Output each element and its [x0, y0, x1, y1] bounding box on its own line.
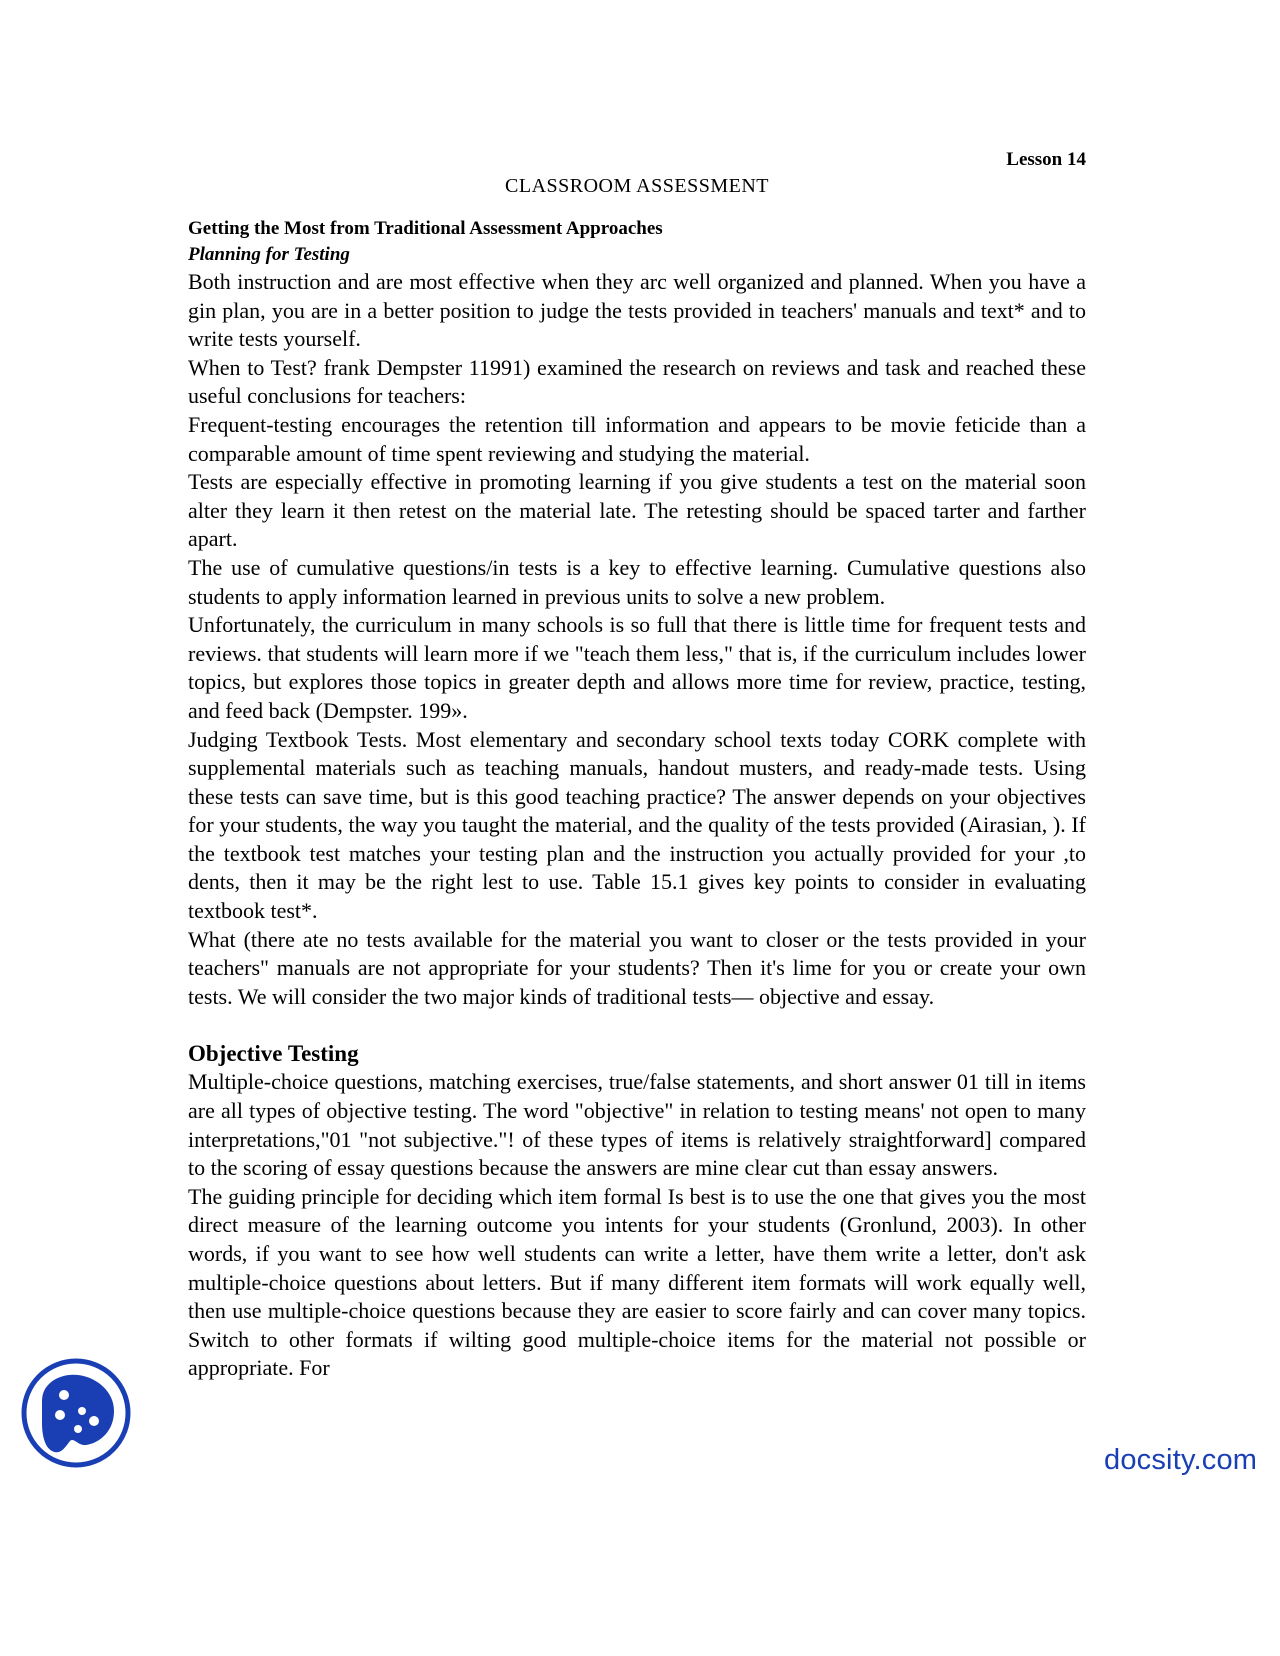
section-heading-objective-testing: Objective Testing: [188, 1041, 359, 1067]
document-title: CLASSROOM ASSESSMENT: [505, 175, 769, 197]
section-heading: Getting the Most from Traditional Assessment Approaches: [188, 218, 663, 239]
lesson-number: Lesson 14: [1006, 149, 1086, 170]
paragraph: When to Test? frank Dempster 11991) examined the research on reviews and task and reached these useful conclusions for teachers:: [188, 354, 1086, 409]
paragraph: Frequent-testing encourages the retention till information and appears to be movie feticide than a comparable amount of time spent reviewing and studying the material.: [188, 411, 1086, 466]
paragraph: Unfortunately, the curriculum in many schools is so full that there is little time for frequent tests and reviews. that students will learn more if we "teach them less," that is, if the curriculum includes lower topics, but explores those topics in greater depth and allows more time for review, practice, testing, and feed back (Dempster. 199».: [188, 612, 1086, 723]
paragraph: The use of cumulative questions/in tests is a key to effective learning. Cumulative questions also students to apply information learned in previous units to solve a new problem.: [188, 554, 1086, 609]
paragraph: What (there ate no tests available for the material you want to closer or the tests provided in your teachers" manuals are not appropriate for your students? Then it's lime for you or create your own tests. We will consider the two major kinds of traditional tests— objective and essay.: [188, 926, 1086, 1009]
paragraph: Judging Textbook Tests. Most elementary and secondary school texts today CORK complete with supplemental materials such as teaching manuals, handout musters, and ready-made tests. Using these tests can save time, but is this good teaching practice? The answer depends on your objectives for your students, the way you taught the material, and the quality of the tests provided (Airasian, ). If the textbook test matches your testing plan and the instruction you actually provided for your ,to dents, then it may be the right lest to use. Table 15.1 gives key points to consider in evaluating textbook test*.: [188, 726, 1086, 924]
paragraph: Tests are especially effective in promoting learning if you give students a test on the material soon alter they learn it then retest on the material late. The retesting should be spaced tarter and farther apart.: [188, 469, 1086, 552]
paragraph: Both instruction and are most effective when they arc well organized and planned. When you have a gin plan, you are in a better position to judge the tests provided in teachers' manuals and text* and to write tests yourself.: [188, 269, 1086, 352]
document-body: [188, 147, 1086, 1383]
paragraph: Multiple-choice questions, matching exercises, true/false statements, and short answer 01 till in items are all types of objective testing. The word "objective" in relation to testing means' not open to many interpretations,"01 "not subjective."! of these types of items is relatively straightforward] compared to the scoring of essay questions because the answers are mine clear cut than essay answers.: [188, 1069, 1086, 1181]
docsity-brand-link[interactable]: docsity.com: [1104, 1444, 1258, 1476]
subsection-heading: Planning for Testing: [188, 244, 350, 265]
paragraph: The guiding principle for deciding which item formal Is best is to use the one that gives you the most direct measure of the learning outcome you intents for your students (Gronlund, 2003). In other words, if you want to see how well students can write a letter, have them write a letter, don't ask multiple-choice questions about letters. But if many different item formats will work equally well, then use multiple-choice questions because they are easier to score fairly and can cover many topics. Switch to other formats if wilting good multiple-choice items for the material not possible or appropriate. For: [188, 1183, 1086, 1381]
docsity-logo-icon[interactable]: [20, 1357, 132, 1469]
